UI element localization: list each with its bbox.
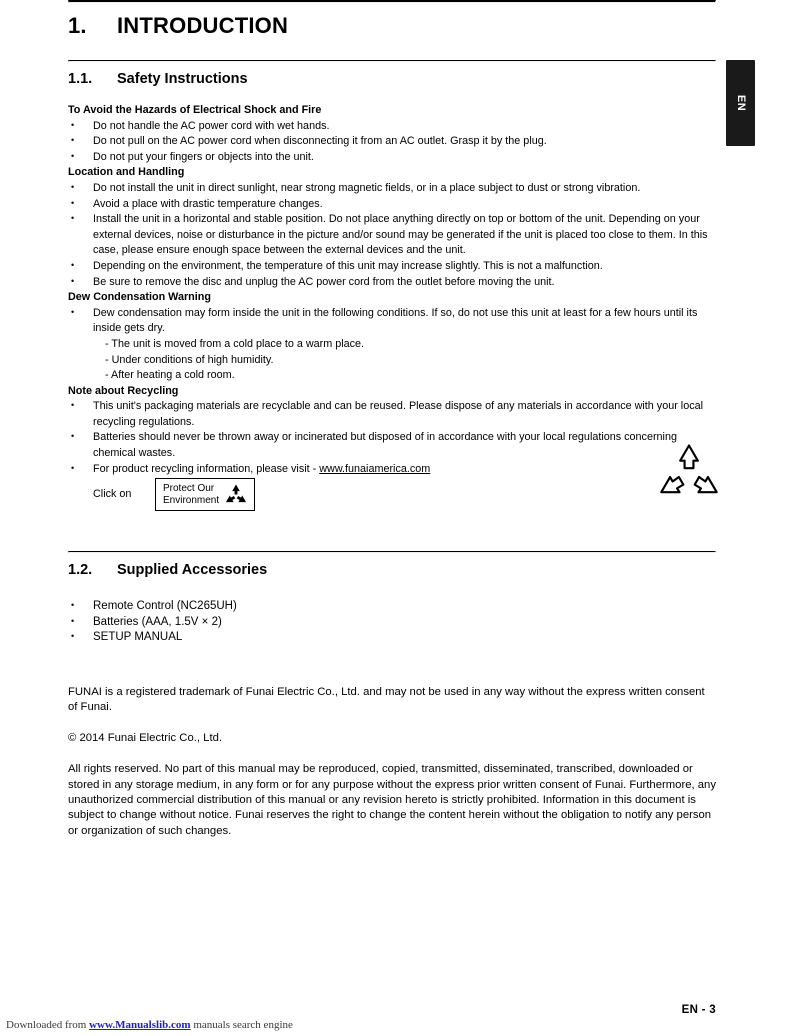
- language-tab-en: [726, 60, 755, 146]
- spacer: [68, 511, 716, 551]
- recycle-icon-large: [657, 443, 721, 501]
- protect-our-environment-button[interactable]: [155, 478, 255, 511]
- protect-our-environment-text: [163, 483, 219, 506]
- subheading-dew-condensation: Dew Condensation Warning: [68, 291, 211, 304]
- page-number: EN - 3: [681, 1004, 716, 1016]
- chapter-number: 1.: [68, 13, 87, 38]
- list-item: • Do not pull on the AC power cord when disconnecting it from an AC outlet. Grasp it by the plug.: [68, 134, 716, 150]
- subheading-note-recycling: Note about Recycling: [68, 384, 179, 397]
- sub-list-item: - The unit is moved from a cold place to a warm place.: [105, 337, 365, 350]
- list-item-recycling-link: [68, 462, 716, 478]
- list-note-recycling: [68, 399, 716, 477]
- list-item: • Do not put your fingers or objects into the unit.: [68, 150, 716, 166]
- eco-line-2: Environment: [163, 494, 220, 506]
- spacer: [68, 746, 716, 762]
- trademark-notice: FUNAI is a registered trademark of Funai Electric Co., Ltd. and may not be used in any way without the express written consent of Funai.: [68, 686, 705, 714]
- spacer: [68, 89, 716, 103]
- dew-condensation-subitems: [68, 337, 716, 384]
- eco-line-1: Protect Our: [163, 483, 215, 495]
- section-1-1-title: Safety Instructions: [117, 71, 248, 87]
- list-item: • Batteries should never be thrown away or incinerated but disposed of in accordance with your local regulations concerning chemical wastes.: [68, 430, 716, 461]
- section-heading-1-1: [68, 62, 716, 89]
- list-item: • Do not handle the AC power cord with wet hands.: [68, 119, 716, 135]
- section-1-2-number: 1.2.: [68, 562, 93, 579]
- click-on-row: [68, 478, 716, 511]
- list-item: • Be sure to remove the disc and unplug the AC power cord from the outlet before moving the unit.: [68, 275, 716, 291]
- list-dew-condensation: [68, 306, 716, 337]
- chapter-heading: [68, 3, 716, 40]
- download-suffix: manuals search engine: [190, 1019, 293, 1031]
- recycling-link-prefix: For product recycling information, please visit -: [93, 462, 320, 475]
- list-item: • SETUP MANUAL: [68, 630, 716, 646]
- spacer: [68, 580, 716, 599]
- download-prefix: Downloaded from: [6, 1019, 90, 1031]
- subheading-electrical-shock: To Avoid the Hazards of Electrical Shock and Fire: [68, 104, 322, 116]
- spacer: [68, 716, 716, 731]
- list-item: • Dew condensation may form inside the unit in the following conditions. If so, do not use this unit at least for a few hours until its inside gets dry.: [68, 306, 716, 337]
- list-item: • Batteries (AAA, 1.5V × 2): [68, 615, 716, 631]
- list-location-handling: [68, 181, 716, 290]
- list-item: • Avoid a place with drastic temperature changes.: [68, 197, 716, 213]
- list-electrical-shock: [68, 119, 716, 166]
- subheading-location-handling: Location and Handling: [68, 166, 185, 179]
- list-item: • Do not install the unit in direct sunlight, near strong magnetic fields, or in a place subject to dust or strong vibration.: [68, 181, 716, 197]
- recycle-icon: [224, 484, 248, 506]
- list-item: • Install the unit in a horizontal and stable position. Do not place anything directly on top or bottom of the unit. Depending on your external devices, noise or disturbance in the picture and/or sound may be generated if the unit is placed too close to them. In this case, please ensure enough space between the external devices and the unit.: [68, 212, 716, 259]
- copyright-notice: © 2014 Funai Electric Co., Ltd.: [68, 731, 223, 744]
- language-tab-label: EN: [734, 94, 747, 112]
- page-content: [68, 0, 716, 839]
- sub-list-item: - Under conditions of high humidity.: [105, 353, 274, 366]
- sub-list-item: - After heating a cold room.: [105, 369, 235, 382]
- manualslib-link[interactable]: www.Manualslib.com: [89, 1019, 191, 1031]
- list-supplied-accessories: [68, 599, 716, 646]
- section-heading-1-2: [68, 553, 716, 580]
- list-item: • This unit's packaging materials are recyclable and can be reused. Please dispose of any materials in accordance with your local recycling regulations.: [68, 399, 716, 430]
- spacer: [68, 646, 716, 685]
- click-on-label: Click on: [93, 487, 132, 500]
- all-rights-reserved-notice: All rights reserved. No part of this manual may be reproduced, copied, transmitted, disseminated, transcribed, downloaded or stored in any storage medium, in any form or for any purpose without the express prior written consent of Funai. Furthermore, any unauthorized commercial distribution of this manual or any revision hereto is strictly prohibited. Information in this document is subject to change without notice. Funai reserves the right to change the content herein without the obligation to notify any person or organization of such changes.: [68, 763, 716, 837]
- section-1-1-number: 1.1.: [68, 71, 93, 87]
- funaiamerica-link[interactable]: www.funaiamerica.com: [319, 462, 431, 475]
- download-source-footer: [6, 1019, 293, 1031]
- list-item: • Depending on the environment, the temperature of this unit may increase slightly. This is not a malfunction.: [68, 259, 716, 275]
- section-1-2-title: Supplied Accessories: [117, 562, 268, 579]
- list-item: • Remote Control (NC265UH): [68, 599, 716, 615]
- chapter-title: INTRODUCTION: [117, 13, 289, 38]
- spacer: [68, 40, 716, 60]
